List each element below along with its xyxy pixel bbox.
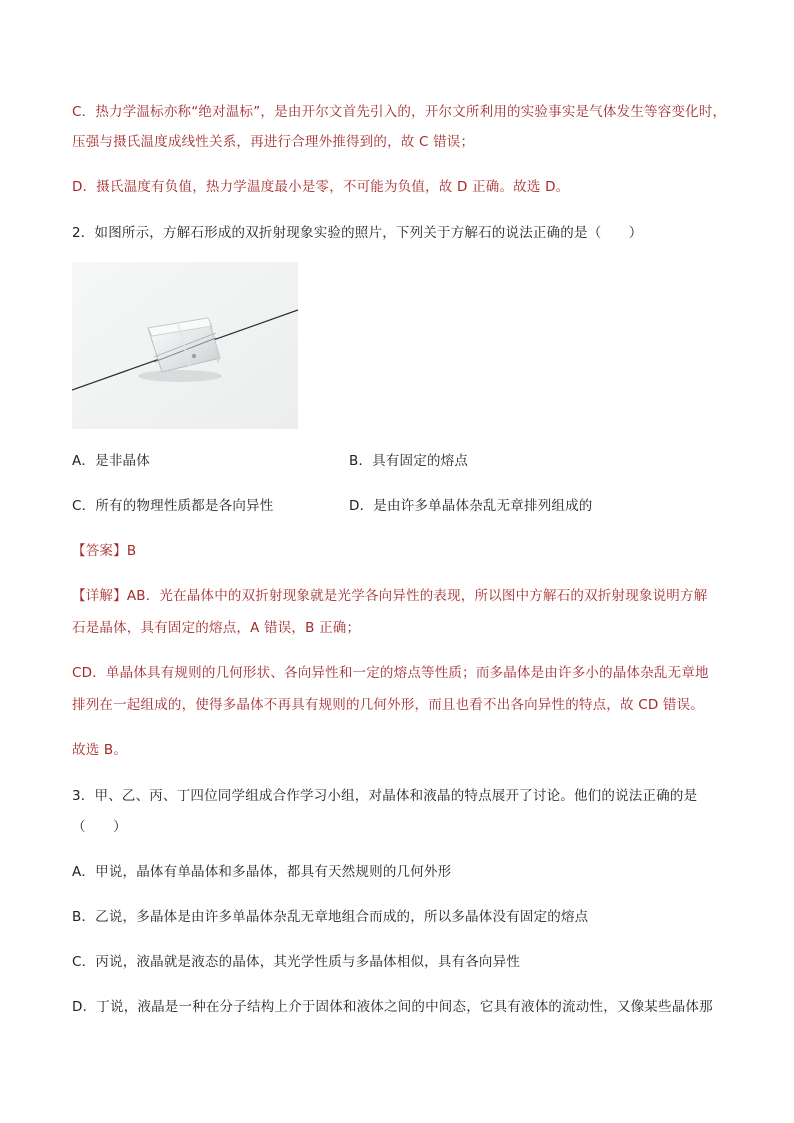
q2-option-c: C．所有的物理性质都是各向异性 [72,498,274,514]
q2-answer [72,542,136,560]
answer-value: B [126,543,137,559]
q2-stem: 2．如图所示，方解石形成的双折射现象实验的照片，下列关于方解石的说法正确的是（ ） [72,225,643,241]
q2-conclusion: 故选 B。 [72,742,128,758]
q3-option-c: C．丙说，液晶就是液态的晶体，其光学性质与多晶体相似，具有各向异性 [72,954,521,970]
q2-detail-line4: 排列在一起组成的，使得多晶体不再具有规则的几何外形，而且也看不出各向异性的特点，故 CD 错误。 [72,697,705,713]
answer-tag: 【答案】 [72,543,127,559]
q2-detail-line1 [72,587,707,605]
prev-answer-c-line2: 压强与摄氏温度成线性关系，再进行合理外推得到的，故 C 错误； [72,134,475,150]
prev-answer-d-line: D．摄氏温度有负值，热力学温度最小是零，不可能为负值，故 D 正确。故选 D。 [72,179,570,195]
q2-detail-line2: 石是晶体，具有固定的熔点，A 错误，B 正确； [72,620,361,636]
prev-answer-c-line1: C．热力学温标亦称“绝对温标”，是由开尔文首先引入的，开尔文所利用的实验事实是气体发生等容变化时， [72,104,727,120]
detail-text-1: AB．光在晶体中的双折射现象就是光学各向异性的表现，所以图中方解石的双折射现象说明方解 [126,588,708,604]
q2-option-d: D．是由许多单晶体杂乱无章排列组成的 [349,498,593,514]
q3-option-a: A．甲说，晶体有单晶体和多晶体，都具有天然规则的几何外形 [72,864,452,880]
detail-tag: 【详解】 [72,588,127,604]
q3-option-d: D．丁说，液晶是一种在分子结构上介于固体和液体之间的中间态，它具有液体的流动性，又像某些晶体那 [72,999,713,1015]
q3-stem-line2: （ ） [72,819,127,835]
q2-option-b: B．具有固定的熔点 [349,453,469,469]
q3-option-b: B．乙说，多晶体是由许多单晶体杂乱无章地组合而成的，所以多晶体没有固定的熔点 [72,909,589,925]
calcite-birefringence-photo [72,262,298,429]
q3-stem-line1: 3．甲、乙、丙、丁四位同学组成合作学习小组，对晶体和液晶的特点展开了讨论。他们的说法正确的是 [72,788,698,804]
q2-option-a: A．是非晶体 [72,453,150,469]
q2-detail-line3: CD．单晶体具有规则的几何形状、各向异性和一定的熔点等性质；而多晶体是由许多小的晶体杂乱无章地 [72,665,709,681]
